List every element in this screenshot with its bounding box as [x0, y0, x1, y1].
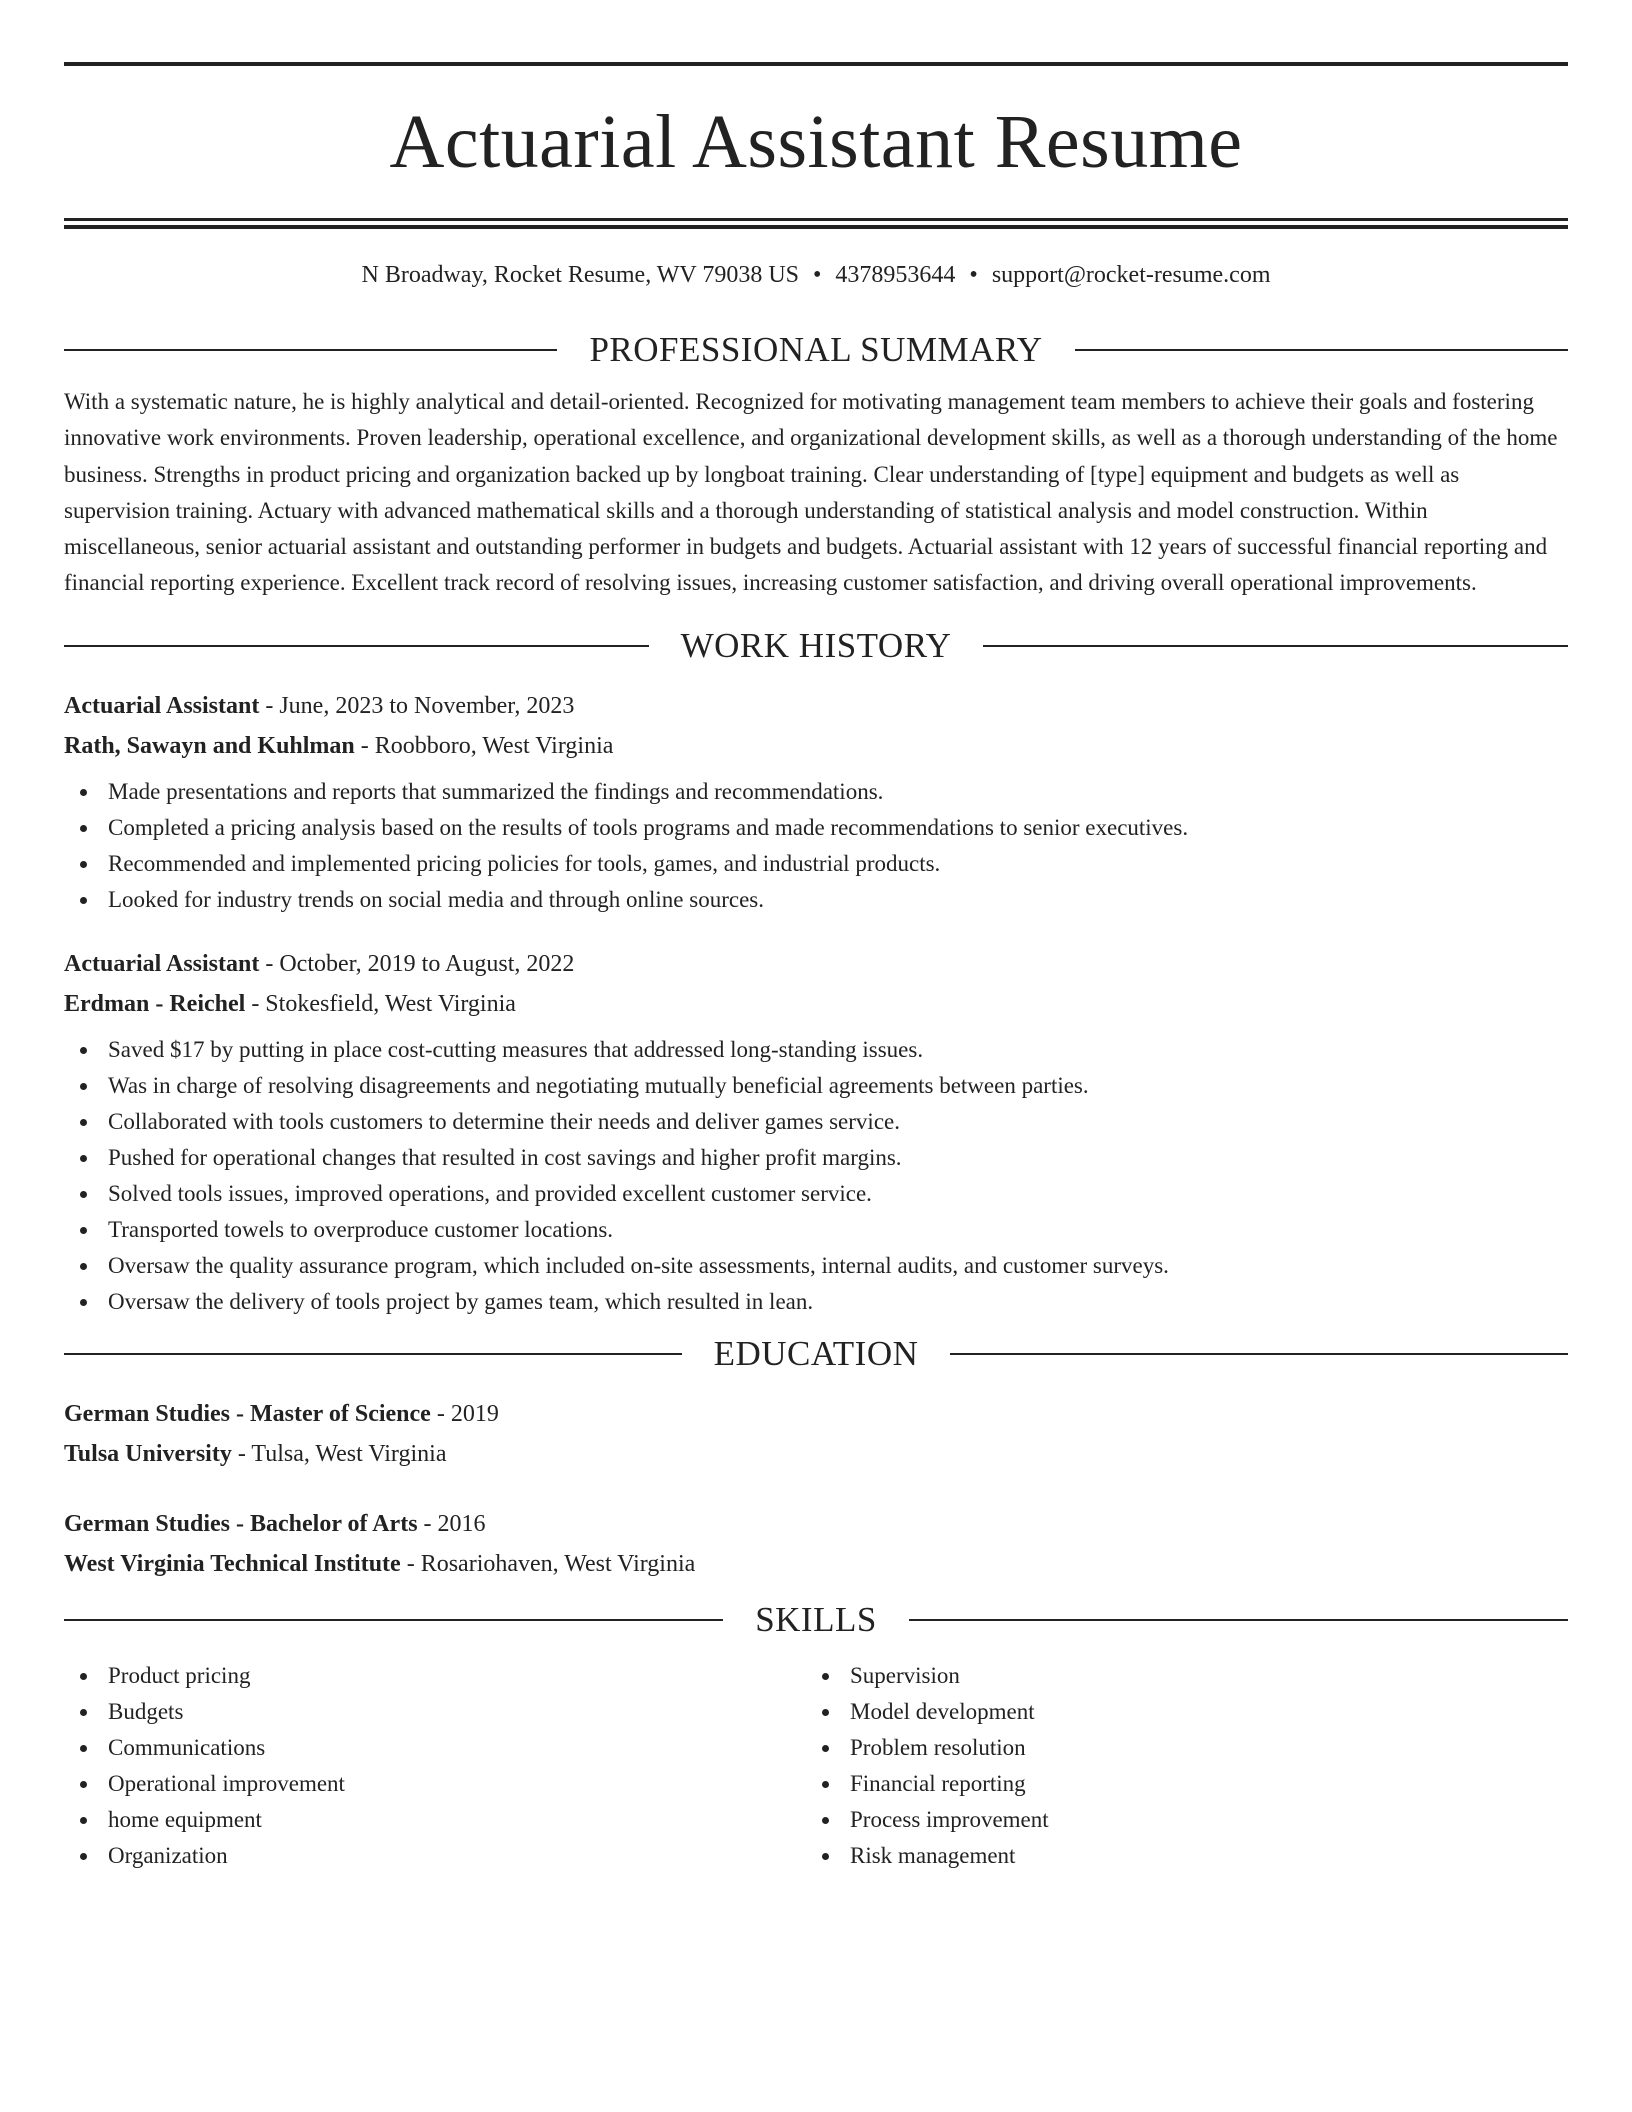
skills-list	[64, 1658, 1568, 1874]
job-title: Actuarial Assistant	[64, 950, 260, 977]
top-rule	[64, 62, 1568, 66]
list-item: Collaborated with tools customers to determine their needs and deliver games service.	[64, 1104, 1568, 1140]
degree-line	[64, 1394, 1568, 1434]
skill-item: Problem resolution	[806, 1730, 1548, 1766]
job-company: Rath, Sawayn and Kuhlman	[64, 732, 355, 759]
section-heading-skills	[64, 1598, 1568, 1642]
contact-line	[64, 260, 1568, 290]
heading-rule	[64, 1353, 682, 1355]
section-title: EDUCATION	[713, 1333, 919, 1373]
section-heading-education	[64, 1332, 1568, 1376]
resume-title: Actuarial Assistant Resume	[389, 100, 1243, 184]
skill-item: Organization	[64, 1838, 806, 1874]
list-item: Was in charge of resolving disagreements and negotiating mutually beneficial agreements between parties.	[64, 1068, 1568, 1104]
job-bullets	[64, 1032, 1568, 1320]
school: Tulsa University	[64, 1440, 232, 1467]
school-line	[64, 1434, 1568, 1474]
heading-rule	[909, 1619, 1568, 1621]
job-company: Erdman - Reichel	[64, 990, 246, 1017]
list-item: Saved $17 by putting in place cost-cutting measures that addressed long-standing issues.	[64, 1032, 1568, 1068]
heading-rule	[1075, 349, 1568, 351]
job-company-line	[64, 726, 1568, 766]
heading-rule	[983, 645, 1568, 647]
skill-item: home equipment	[64, 1802, 806, 1838]
title-double-rule	[64, 218, 1568, 228]
skill-item: Operational improvement	[64, 1766, 806, 1802]
contact-phone: 4378953644	[835, 262, 956, 288]
job-company-line	[64, 984, 1568, 1024]
skill-item: Risk management	[806, 1838, 1548, 1874]
heading-rule	[64, 645, 649, 647]
degree: German Studies - Bachelor of Arts	[64, 1510, 418, 1537]
contact-address: N Broadway, Rocket Resume, WV 79038 US	[361, 262, 799, 288]
section-heading-summary	[64, 328, 1568, 372]
skills-column-right	[806, 1658, 1548, 1874]
heading-rule	[64, 1619, 723, 1621]
skill-item: Product pricing	[64, 1658, 806, 1694]
job-entry	[64, 944, 1568, 1320]
skill-item: Communications	[64, 1730, 806, 1766]
contact-email: support@rocket-resume.com	[991, 262, 1271, 288]
job-location: - Stokesfield, West Virginia	[245, 990, 516, 1017]
list-item: Recommended and implemented pricing policies for tools, games, and industrial products.	[64, 846, 1568, 882]
contact-separator: •	[969, 262, 978, 288]
list-item: Made presentations and reports that summarized the findings and recommendations.	[64, 774, 1568, 810]
section-heading-work	[64, 624, 1568, 668]
resume-page	[64, 0, 1568, 1874]
degree: German Studies - Master of Science	[64, 1400, 431, 1427]
list-item: Completed a pricing analysis based on the results of tools programs and made recommendations to senior executives.	[64, 810, 1568, 846]
list-item: Transported towels to overproduce customer locations.	[64, 1212, 1568, 1248]
job-bullets	[64, 774, 1568, 918]
section-title: PROFESSIONAL SUMMARY	[589, 330, 1043, 369]
job-dates: - October, 2019 to August, 2022	[259, 950, 575, 977]
contact-separator: •	[813, 262, 822, 288]
section-title: SKILLS	[755, 1599, 877, 1639]
job-title-line	[64, 944, 1568, 984]
skill-item: Financial reporting	[806, 1766, 1548, 1802]
school-line	[64, 1544, 1568, 1584]
education-entry	[64, 1504, 1568, 1584]
job-dates: - June, 2023 to November, 2023	[259, 692, 575, 719]
skill-item: Process improvement	[806, 1802, 1548, 1838]
school-location: - Tulsa, West Virginia	[231, 1440, 447, 1467]
list-item: Oversaw the quality assurance program, which included on-site assessments, internal audits, and customer surveys.	[64, 1248, 1568, 1284]
job-title-line	[64, 686, 1568, 726]
list-item: Looked for industry trends on social media and through online sources.	[64, 882, 1568, 918]
school: West Virginia Technical Institute	[64, 1550, 401, 1577]
education-entry	[64, 1394, 1568, 1474]
list-item: Oversaw the delivery of tools project by games team, which resulted in lean.	[64, 1284, 1568, 1320]
heading-rule	[950, 1353, 1568, 1355]
skill-item: Model development	[806, 1694, 1548, 1730]
job-location: - Roobboro, West Virginia	[354, 732, 614, 759]
section-title: WORK HISTORY	[680, 625, 952, 665]
skills-column-left	[64, 1658, 806, 1874]
degree-line	[64, 1504, 1568, 1544]
job-entry	[64, 686, 1568, 918]
degree-year: - 2016	[417, 1510, 486, 1537]
degree-year: - 2019	[430, 1400, 499, 1427]
skill-item: Supervision	[806, 1658, 1548, 1694]
list-item: Pushed for operational changes that resulted in cost savings and higher profit margins.	[64, 1140, 1568, 1176]
list-item: Solved tools issues, improved operations, and provided excellent customer service.	[64, 1176, 1568, 1212]
heading-rule	[64, 349, 557, 351]
school-location: - Rosariohaven, West Virginia	[400, 1550, 696, 1577]
skill-item: Budgets	[64, 1694, 806, 1730]
summary-text: With a systematic nature, he is highly analytical and detail-oriented. Recognized for motivating management team members to achieve their goals and fostering innovative work environments. Proven leadership, operational excellence, and organizational development skills, as well as a thorough understanding of the home business. Strengths in product pricing and organization backed up by longboat training. Clear understanding of [type] equipment and budgets as well as supervision training. Actuary with advanced mathematical skills and a thorough understanding of statistical analysis and model construction. Within miscellaneous, senior actuarial assistant and outstanding performer in budgets and budgets. Actuarial assistant with 12 years of successful financial reporting and financial reporting experience. Excellent track record of resolving issues, increasing customer satisfaction, and driving overall operational improvements.	[64, 389, 1558, 596]
job-title: Actuarial Assistant	[64, 692, 260, 719]
